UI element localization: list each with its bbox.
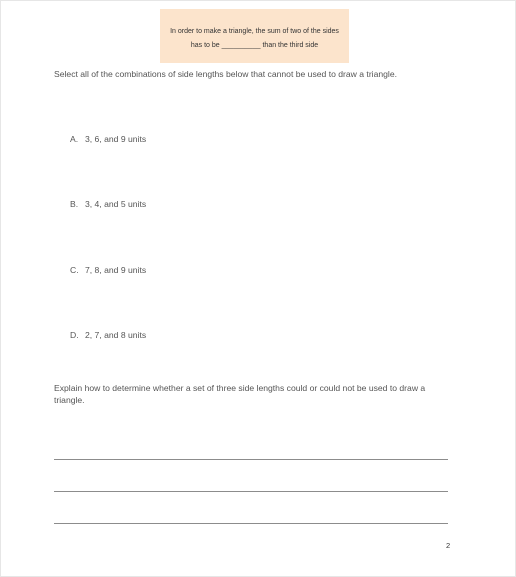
option-text: 3, 4, and 5 units <box>85 199 147 209</box>
question-prompt: Select all of the combinations of side lengths below that cannot be used to draw a triangle. <box>54 69 398 79</box>
page-number: 2 <box>446 541 451 550</box>
option-text: 2, 7, and 8 units <box>85 330 147 340</box>
hint-line-2: has to be __________ than the third side <box>190 42 319 49</box>
option-c[interactable] <box>70 264 146 276</box>
explain-prompt: Explain how to determine whether a set of three side lengths could or could not be used to draw a triangle. <box>54 383 426 405</box>
option-text: 3, 6, and 9 units <box>85 134 147 144</box>
hint-line-1: In order to make a triangle, the sum of two of the sides <box>170 28 339 35</box>
answer-line[interactable] <box>54 459 448 460</box>
option-letter: D. <box>70 330 79 340</box>
option-text: 7, 8, and 9 units <box>85 265 147 275</box>
option-a[interactable] <box>70 133 146 145</box>
answer-line[interactable] <box>54 491 448 492</box>
option-b[interactable] <box>70 198 146 210</box>
answer-line[interactable] <box>54 523 448 524</box>
option-d[interactable] <box>70 329 146 341</box>
option-letter: C. <box>70 265 79 275</box>
hint-box <box>160 9 349 63</box>
option-letter: B. <box>70 199 79 209</box>
option-letter: A. <box>70 134 79 144</box>
